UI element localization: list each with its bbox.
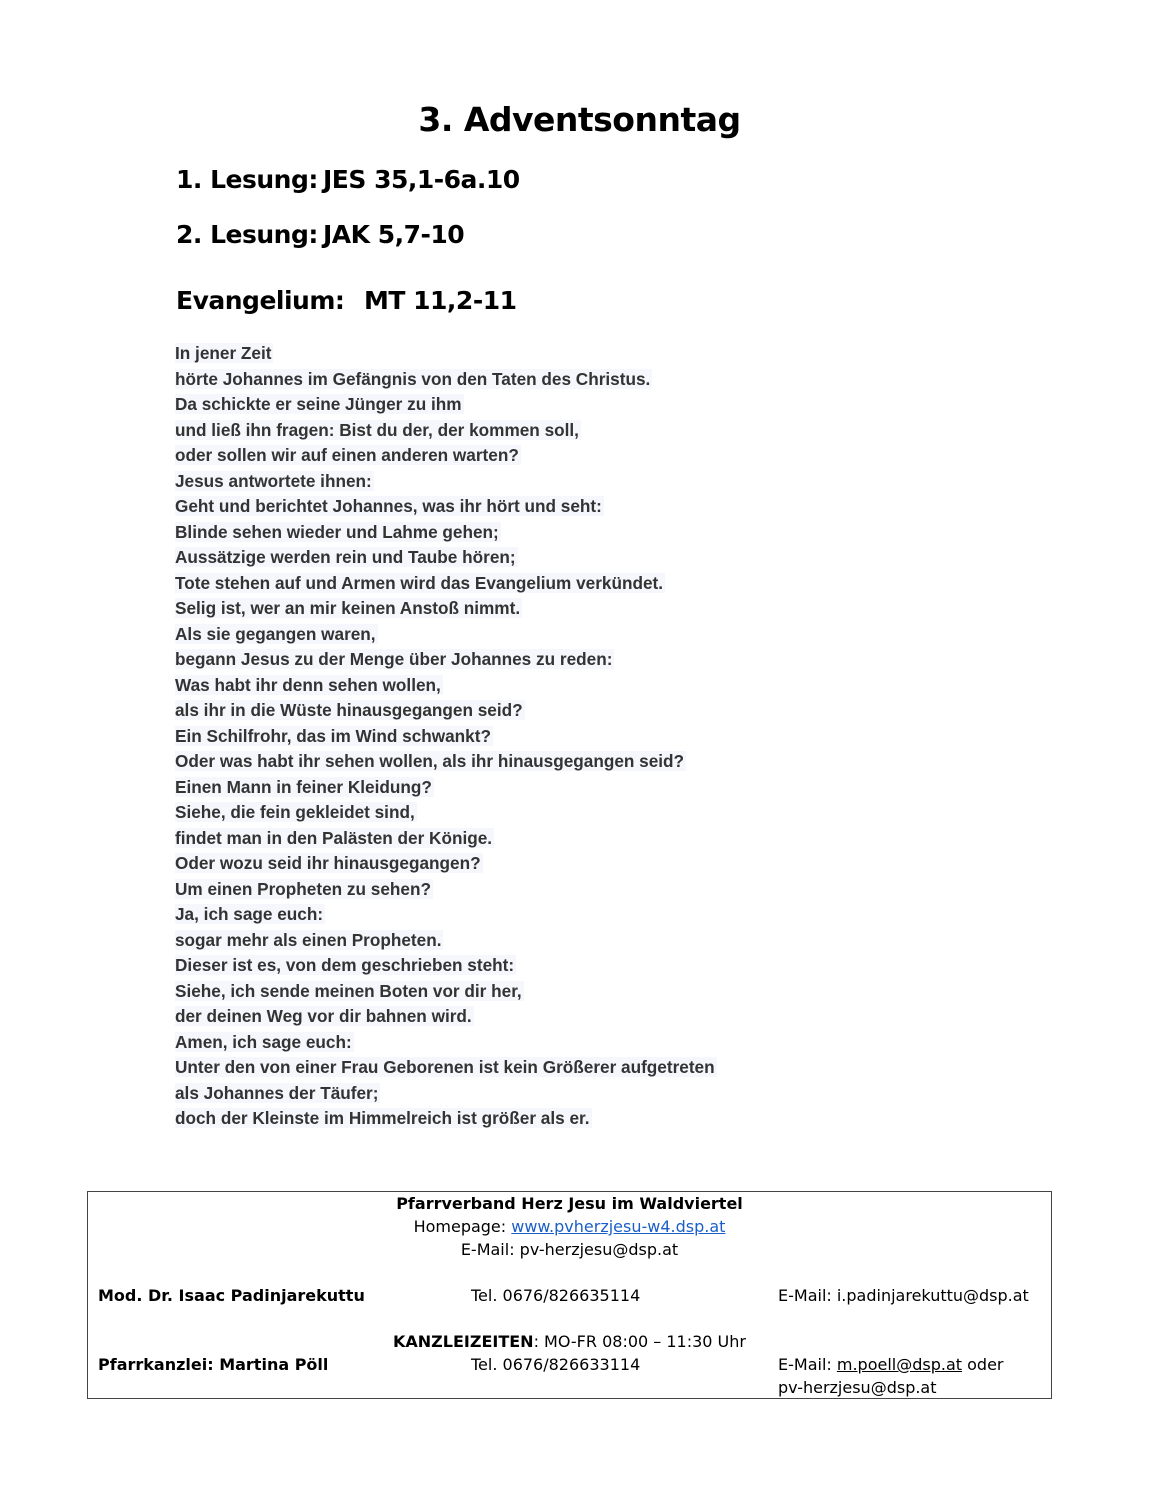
gospel-line xyxy=(175,979,717,1005)
gospel-line-text: Aussätzige werden rein und Taube hören; xyxy=(175,547,516,567)
moderator-email: E-Mail: i.padinjarekuttu@dsp.at xyxy=(778,1286,1029,1305)
gospel-line xyxy=(175,341,717,367)
gospel-line xyxy=(175,775,717,801)
gospel-line-text: Ja, ich sage euch: xyxy=(175,904,324,924)
gospel-line-text: Geht und berichtet Johannes, was ihr hört und seht: xyxy=(175,496,602,516)
gospel-line-text: oder sollen wir auf einen anderen warten? xyxy=(175,445,519,465)
gospel-line-text: findet man in den Palästen der Könige. xyxy=(175,827,493,848)
gospel-line xyxy=(175,1030,717,1056)
gospel-line xyxy=(175,1081,717,1107)
gospel-line-text: Um einen Propheten zu sehen? xyxy=(175,878,431,899)
gospel-line-text: Als sie gegangen waren, xyxy=(175,623,376,644)
gospel-line-text: Siehe, die fein gekleidet sind, xyxy=(175,802,415,822)
gospel-line xyxy=(175,877,717,903)
gospel-line-text: Blinde sehen wieder und Lahme gehen; xyxy=(175,521,499,542)
gospel-line xyxy=(175,571,717,597)
gospel-line xyxy=(175,724,717,750)
gospel-line xyxy=(175,826,717,852)
gospel-text xyxy=(175,341,717,1132)
office-phone: Tel. 0676/826633114 xyxy=(471,1355,641,1374)
gospel-line-text: Dieser ist es, von dem geschrieben steht: xyxy=(175,955,515,975)
reading-label: Evangelium: xyxy=(176,286,345,315)
office-hours xyxy=(88,1332,1051,1351)
reading-reference: JAK 5,7-10 xyxy=(323,220,465,249)
reading-reference: MT 11,2-11 xyxy=(364,286,517,315)
homepage-link[interactable]: www.pvherzjesu-w4.dsp.at xyxy=(511,1217,726,1236)
parish-email: E-Mail: pv-herzjesu@dsp.at xyxy=(460,1240,679,1259)
reading-label: 2. Lesung: xyxy=(176,220,318,249)
gospel-line xyxy=(175,698,717,724)
gospel-line xyxy=(175,953,717,979)
reading-1 xyxy=(176,165,520,194)
gospel-line xyxy=(175,494,717,520)
office-email-label: E-Mail: xyxy=(778,1355,837,1374)
gospel-line-text: Oder was habt ihr sehen wollen, als ihr hinausgegangen seid? xyxy=(175,751,685,771)
gospel-line xyxy=(175,1004,717,1030)
page-title: 3. Adventsonntag xyxy=(418,100,741,139)
gospel-line xyxy=(175,392,717,418)
gospel-line xyxy=(175,1106,717,1132)
gospel-line xyxy=(175,622,717,648)
gospel-line-text: Siehe, ich sende meinen Boten vor dir her, xyxy=(175,980,522,1001)
gospel-line xyxy=(175,443,717,469)
gospel-line xyxy=(175,673,717,699)
gospel-line xyxy=(175,418,717,444)
gospel-line xyxy=(175,749,717,775)
gospel-line-text: Oder wozu seid ihr hinausgegangen? xyxy=(175,853,481,873)
gospel-line-text: als Johannes der Täufer; xyxy=(175,1082,379,1103)
office-hours-label: KANZLEIZEITEN xyxy=(393,1332,534,1351)
gospel-line-text: Jesus antwortete ihnen: xyxy=(175,470,372,491)
reading-2 xyxy=(176,220,464,249)
gospel-line xyxy=(175,520,717,546)
gospel-line-text: begann Jesus zu der Menge über Johannes zu reden: xyxy=(175,649,613,669)
homepage-line xyxy=(88,1217,1051,1236)
gospel-line-text: hörte Johannes im Gefängnis von den Taten des Christus. xyxy=(175,368,651,389)
office-email-suffix: oder xyxy=(962,1355,1004,1374)
parish-name: Pfarrverband Herz Jesu im Waldviertel xyxy=(396,1194,743,1213)
gospel-line xyxy=(175,596,717,622)
gospel-line-text: sogar mehr als einen Propheten. xyxy=(175,929,442,950)
moderator-phone: Tel. 0676/826635114 xyxy=(471,1286,641,1305)
gospel-line xyxy=(175,902,717,928)
gospel-line-text: der deinen Weg vor dir bahnen wird. xyxy=(175,1006,472,1026)
reading-reference: JES 35,1-6a.10 xyxy=(323,165,520,194)
parish-footer xyxy=(87,1191,1052,1399)
office-name: Pfarrkanzlei: Martina Pöll xyxy=(98,1355,329,1374)
gospel-line-text: Da schickte er seine Jünger zu ihm xyxy=(175,394,462,414)
gospel-line xyxy=(175,545,717,571)
gospel-line-text: doch der Kleinste im Himmelreich ist größer als er. xyxy=(175,1108,590,1128)
gospel-line xyxy=(175,647,717,673)
office-hours-value: : MO-FR 08:00 – 11:30 Uhr xyxy=(533,1332,746,1351)
gospel-line-text: Was habt ihr denn sehen wollen, xyxy=(175,674,441,695)
gospel-line-text: Amen, ich sage euch: xyxy=(175,1031,352,1052)
gospel-line-text: Einen Mann in feiner Kleidung? xyxy=(175,776,432,797)
gospel-line-text: In jener Zeit xyxy=(175,343,272,363)
gospel-line xyxy=(175,800,717,826)
gospel-line-text: Unter den von einer Frau Geborenen ist kein Größerer aufgetreten xyxy=(175,1057,715,1077)
gospel-line-text: als ihr in die Wüste hinausgegangen seid? xyxy=(175,700,523,720)
homepage-label: Homepage: xyxy=(413,1217,512,1236)
gospel-line-text: Tote stehen auf und Armen wird das Evangelium verkündet. xyxy=(175,572,664,593)
office-email-link[interactable]: m.poell@dsp.at xyxy=(836,1355,963,1374)
gospel-line xyxy=(175,928,717,954)
gospel-heading xyxy=(176,286,516,315)
gospel-line xyxy=(175,469,717,495)
gospel-line xyxy=(175,367,717,393)
gospel-line xyxy=(175,851,717,877)
gospel-line-text: Selig ist, wer an mir keinen Anstoß nimmt. xyxy=(175,598,521,618)
gospel-line-text: Ein Schilfrohr, das im Wind schwankt? xyxy=(175,725,491,746)
gospel-line-text: und ließ ihn fragen: Bist du der, der kommen soll, xyxy=(175,419,579,440)
reading-label: 1. Lesung: xyxy=(176,165,318,194)
office-email-alt: pv-herzjesu@dsp.at xyxy=(778,1378,937,1397)
gospel-line xyxy=(175,1055,717,1081)
moderator-name: Mod. Dr. Isaac Padinjarekuttu xyxy=(98,1286,365,1305)
office-email xyxy=(778,1355,1003,1374)
